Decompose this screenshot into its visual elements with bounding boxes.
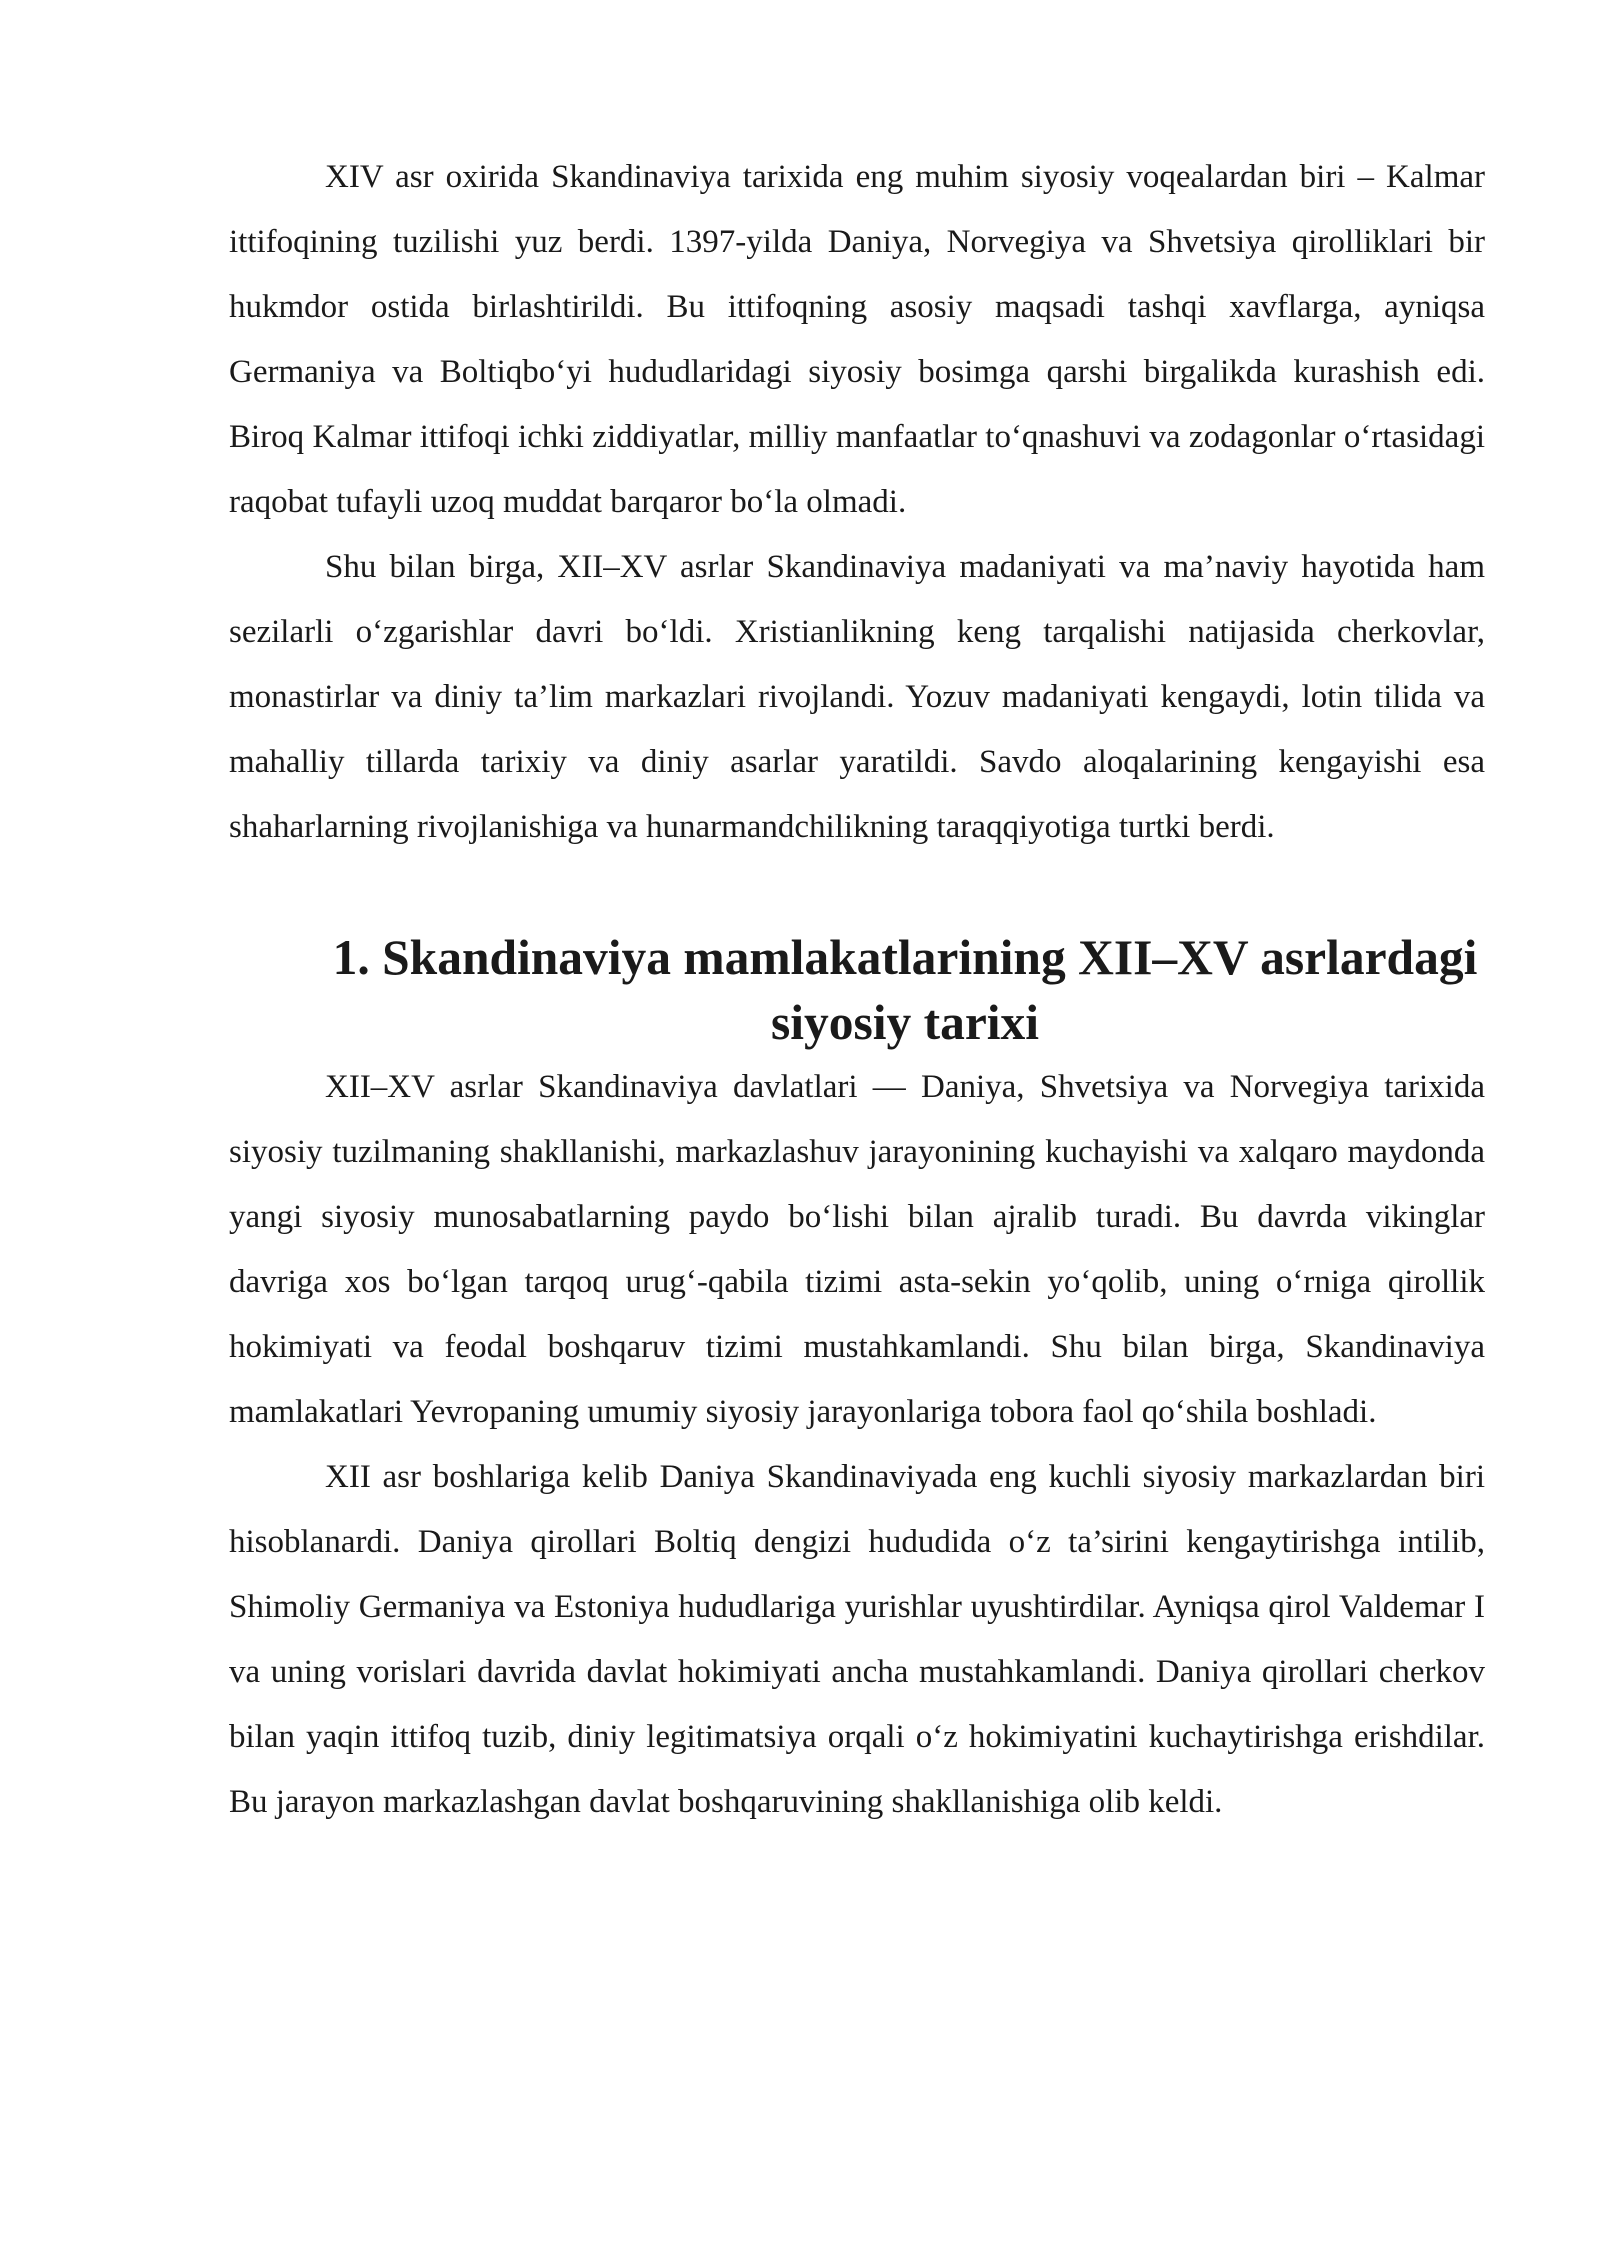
section-spacer: [229, 860, 1485, 925]
paragraph-culture: Shu bilan birga, XII–XV asrlar Skandinaviya madaniyati va ma’naviy hayotida ham sezilarli o‘zgarishlar davri bo‘ldi. Xristianlikning keng tarqalishi natijasida cherkovlar, monastirlar va diniy ta’lim markazlari rivojlandi. Yozuv madaniyati kengaydi, lotin tilida va mahalliy tillarda tarixiy va diniy asarlar yaratildi. Savdo aloqalarining kengayishi esa shaharlarning rivojlanishiga va hunarmandchilikning taraqqiyotiga turtki berdi.: [229, 549, 1485, 845]
section-heading: 1. Skandinaviya mamlakatlarining XII–XV asrlardagi siyosiy tarixi: [332, 930, 1478, 1050]
paragraph-denmark: XII asr boshlariga kelib Daniya Skandinaviyada eng kuchli siyosiy markazlardan biri hisoblanardi. Daniya qirollari Boltiq dengizi hududida o‘z ta’sirini kengaytirishga intilib, Shimoliy Germaniya va Estoniya hududlariga yurishlar uyushtirdilar. Ayniqsa qirol Valdemar I va uning vorislari davrida davlat hokimiyati ancha mustahkamlandi. Daniya qirollari cherkov bilan yaqin ittifoq tuzib, diniy legitimatsiya orqali o‘z hokimiyatini kuchaytirishga erishdilar. Bu jarayon markazlashgan davlat boshqaruvining shakllanishiga olib keldi.: [229, 1459, 1485, 1820]
document-body: [229, 145, 1485, 1835]
paragraph-political-overview: XII–XV asrlar Skandinaviya davlatlari — Daniya, Shvetsiya va Norvegiya tarixida siyosiy tuzilmaning shakllanishi, markazlashuv jarayonining kuchayishi va xalqaro maydonda yangi siyosiy munosabatlarning paydo bo‘lishi bilan ajralib turadi. Bu davrda vikinglar davriga xos bo‘lgan tarqoq urug‘-qabila tizimi asta-sekin yo‘qolib, uning o‘rniga qirollik hokimiyati va feodal boshqaruv tizimi mustahkamlandi. Shu bilan birga, Skandinaviya mamlakatlari Yevropaning umumiy siyosiy jarayonlariga tobora faol qo‘shila boshladi.: [229, 1069, 1485, 1430]
paragraph-kalmar-union: XIV asr oxirida Skandinaviya tarixida eng muhim siyosiy voqealardan biri – Kalmar ittifoqining tuzilishi yuz berdi. 1397-yilda Daniya, Norvegiya va Shvetsiya qirolliklari bir hukmdor ostida birlashtirildi. Bu ittifoqning asosiy maqsadi tashqi xavflarga, ayniqsa Germaniya va Boltiqbo‘yi hududlaridagi siyosiy bosimga qarshi birgalikda kurashish edi. Biroq Kalmar ittifoqi ichki ziddiyatlar, milliy manfaatlar to‘qnashuvi va zodagonlar o‘rtasidagi raqobat tufayli uzoq muddat barqaror bo‘la olmadi.: [229, 159, 1485, 520]
